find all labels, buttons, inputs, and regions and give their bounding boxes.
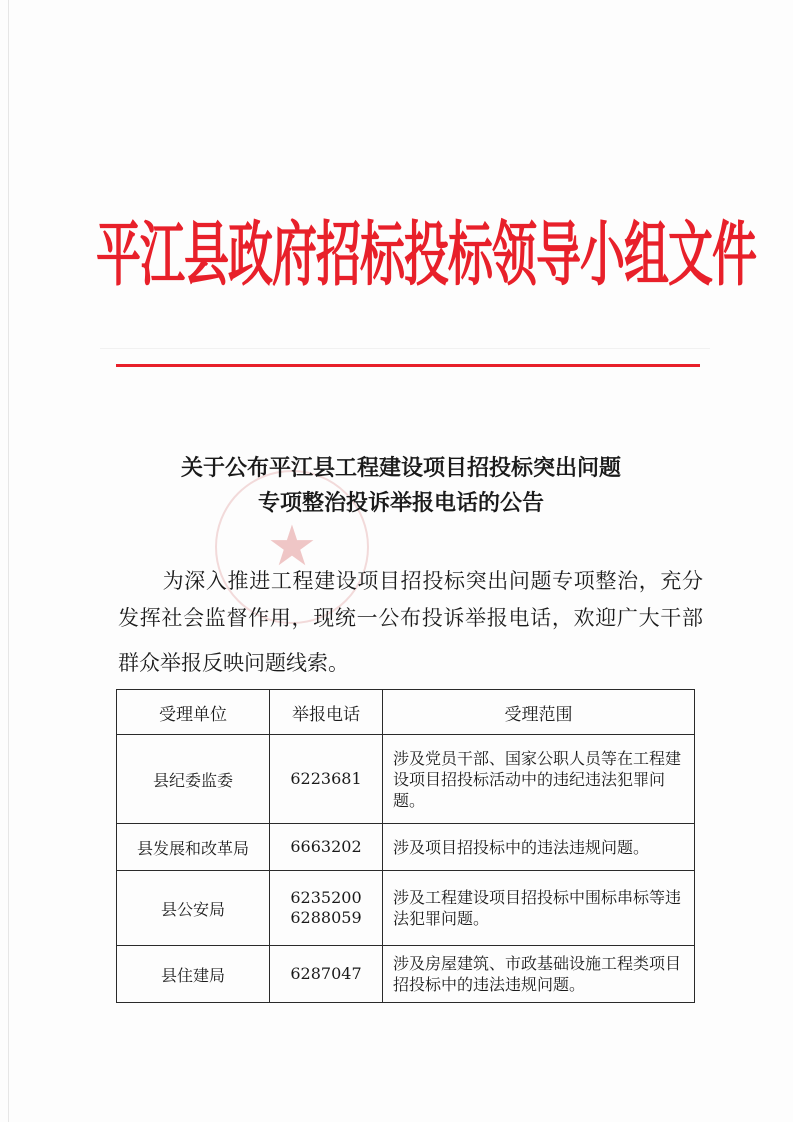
seal-star-icon: ★ xyxy=(266,514,318,579)
table-row xyxy=(117,824,695,871)
scan-edge xyxy=(8,0,9,1122)
cell-scope: 涉及党员干部、国家公职人员等在工程建设项目招投标活动中的违纪违法犯罪问题。 xyxy=(383,735,695,824)
header-phone: 举报电话 xyxy=(270,690,383,735)
cell-unit: 县纪委监委 xyxy=(117,735,270,824)
announcement-title-line2: 专项整治投诉举报电话的公告 xyxy=(257,491,544,516)
cell-phone xyxy=(270,871,383,946)
table-row xyxy=(117,735,695,824)
document-header-title: 平江县政府招标投标领导小组文件 xyxy=(96,213,757,296)
announcement-title-line1: 关于公布平江县工程建设项目招投标突出问题 xyxy=(180,456,621,481)
cell-phone: 6663202 xyxy=(270,824,383,871)
body-paragraph-line2: 发挥社会监督作用，现统一公布投诉举报电话，欢迎广大干部 xyxy=(118,606,703,630)
report-hotline-table xyxy=(116,689,695,1003)
phone-number-2: 6288059 xyxy=(290,908,362,927)
table-row xyxy=(117,946,695,1003)
cell-unit: 县住建局 xyxy=(117,946,270,1003)
cell-phone: 6223681 xyxy=(270,735,383,824)
cell-scope: 涉及房屋建筑、市政基础设施工程类项目招投标中的违法违规问题。 xyxy=(383,946,695,1003)
cell-scope: 涉及工程建设项目招投标中围标串标等违法犯罪问题。 xyxy=(383,871,695,946)
table-row xyxy=(117,871,695,946)
body-paragraph-line3: 群众举报反映问题线索。 xyxy=(118,651,349,675)
body-text-line1: 为深入推进工程建设项目招投标突出问题专项整治，充分 xyxy=(162,569,703,593)
table-header-row xyxy=(117,690,695,735)
phone-number-1: 6235200 xyxy=(290,888,362,907)
header-scope: 受理范围 xyxy=(383,690,695,735)
red-divider-line xyxy=(116,364,700,367)
cell-unit: 县公安局 xyxy=(117,871,270,946)
cell-unit: 县发展和改革局 xyxy=(117,824,270,871)
cell-scope: 涉及项目招投标中的违法违规问题。 xyxy=(383,824,695,871)
cell-phone: 6287047 xyxy=(270,946,383,1003)
faint-divider xyxy=(100,348,710,349)
body-paragraph-line1 xyxy=(118,563,703,600)
header-unit: 受理单位 xyxy=(117,690,270,735)
